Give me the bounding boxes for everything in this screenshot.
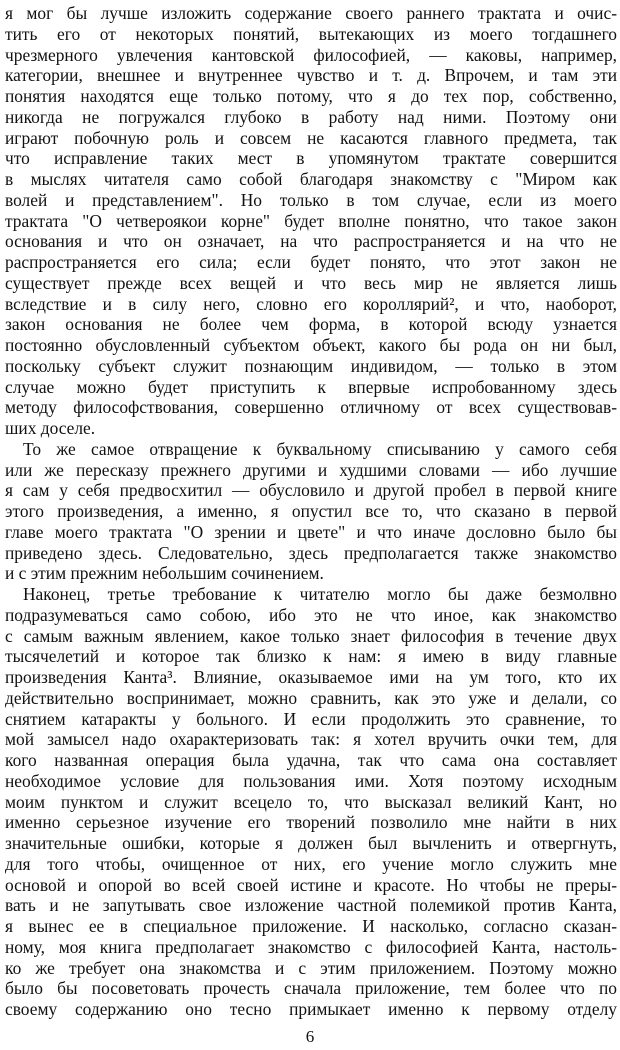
text-line: для того чтобы, очищенное от них, его учение могло служить мне: [5, 853, 617, 874]
text-line: основой и опорой во всей своей истине и красоте. Но чтобы не преры-: [5, 874, 617, 895]
paragraph-3: [5, 584, 617, 1020]
text-line: играют побочную роль и совсем не касаются главного предмета, так: [5, 127, 617, 148]
text-line: тить его от некоторых понятий, вытекающих из моего тогдашнего: [5, 23, 617, 44]
text-line: категории, внешнее и внутреннее чувство и т. д. Впрочем, и там эти: [5, 65, 617, 86]
text-line: основания и что он означает, на что распространяется и на что не: [5, 231, 617, 252]
text-line: чрезмерного увлечения кантовской философией, — каковы, например,: [5, 44, 617, 65]
text-line: моим пунктом и служит всецело то, что высказал великий Кант, но: [5, 791, 617, 812]
text-line: То же самое отвращение к буквальному списыванию у самого себя: [23, 438, 617, 459]
text-line: действительно воспринимает, можно сравнить, как это уже и делали, со: [5, 687, 617, 708]
text-line: поскольку субъект служит познающим индивидом, — только в этом: [5, 355, 617, 376]
text-line: что исправление таких мест в упомянутом трактате совершится: [5, 148, 617, 169]
text-line: кого названная операция была удачна, так что сама она составляет: [5, 750, 617, 770]
text-line: мой замысел надо охарактеризовать так: я хотел вручить очки тем, для: [5, 729, 617, 750]
text-line: я вынес ее в специальное приложение. И насколько, согласно сказан-: [5, 916, 617, 936]
text-line: было бы посоветовать прочесть сначала приложение, тем более что по: [5, 978, 617, 999]
text-line: или же пересказу прежнего другими и худшими словами — ибо лучшие: [5, 459, 617, 480]
text-line: я сам у себя предвосхитил — обусловило и другой пробел в первой книге: [5, 480, 617, 501]
text-line: я мог бы лучше изложить содержание своего раннего трактата и очис-: [5, 3, 617, 23]
text-line: ко же требует она знакомства и с этим приложением. Поэтому можно: [5, 957, 617, 978]
text-line: этого произведения, а именно, я опустил все то, что сказано в первой: [5, 501, 617, 521]
page-text: [5, 3, 617, 1020]
text-line: закон основания не более чем форма, в которой всюду узнается: [5, 314, 617, 335]
page-number: 6: [305, 1027, 315, 1046]
text-line: с самым важным явлением, какое только знает философия в течение двух: [5, 625, 617, 646]
text-line: именно серьезное изучение его творений позволило мне найти в них: [5, 812, 617, 833]
paragraph-1: [5, 3, 617, 439]
text-line: в мыслях читателя само собой благодаря знакомству с "Миром как: [5, 169, 617, 189]
paragraph-2: [5, 439, 617, 584]
text-line: вать и не запутывать свое изложение частной полемикой против Канта,: [5, 895, 617, 916]
text-line: волей и представлением". Но только в том случае, если из моего: [5, 189, 617, 210]
text-line: и с этим прежним небольшим сочинением.: [5, 563, 324, 584]
text-line: ному, моя книга предполагает знакомство с философией Канта, настоль-: [5, 936, 617, 957]
text-line: своему содержанию оно тесно примыкает именно к первому отделу: [5, 999, 617, 1019]
text-line: трактата "О четвероякои корне" будет вполне понятно, что такое закон: [5, 210, 617, 231]
text-line: никогда не погружался глубоко в работу над ними. Поэтому они: [5, 106, 617, 127]
text-line: вследствие и в силу него, словно его короллярий², и что, наоборот,: [5, 293, 617, 314]
text-line: снятием катаракты у больного. И если продолжить это сравнение, то: [5, 708, 617, 729]
text-line: Наконец, третье требование к читателю могло бы даже безмолвно: [23, 584, 617, 604]
text-line: распространяется его сила; если будет понято, что этот закон не: [5, 252, 617, 272]
text-line: ших доселе.: [5, 418, 96, 438]
text-line: методу философствования, совершенно отличному от всех существовав-: [5, 397, 617, 418]
text-line: понятия находятся еще только потому, что я до тех пор, собственно,: [5, 86, 617, 106]
text-line: необходимое условие для пользования ими. Хотя поэтому исходным: [5, 770, 617, 791]
text-line: подразумеваться само собою, ибо это не что иное, как знакомство: [5, 604, 617, 625]
text-line: произведения Канта³. Влияние, оказываемое ими на ум того, кто их: [5, 667, 617, 687]
text-line: приведено здесь. Следовательно, здесь предполагается также знакомство: [5, 542, 617, 563]
text-line: тысячелетий и которое так близко к нам: я имею в виду главные: [5, 646, 617, 667]
text-line: существует прежде всех вещей и что весь мир не является лишь: [5, 272, 617, 293]
text-line: постоянно обусловленный субъектом объект, какого бы рода он ни был,: [5, 335, 617, 355]
text-line: главе моего трактата "О зрении и цвете" и что иначе дословно было бы: [5, 521, 617, 542]
text-line: значительные ошибки, которые я должен был вычленить и отвергнуть,: [5, 833, 617, 853]
text-line: случае можно будет приступить к впервые испробованному здесь: [5, 376, 617, 397]
